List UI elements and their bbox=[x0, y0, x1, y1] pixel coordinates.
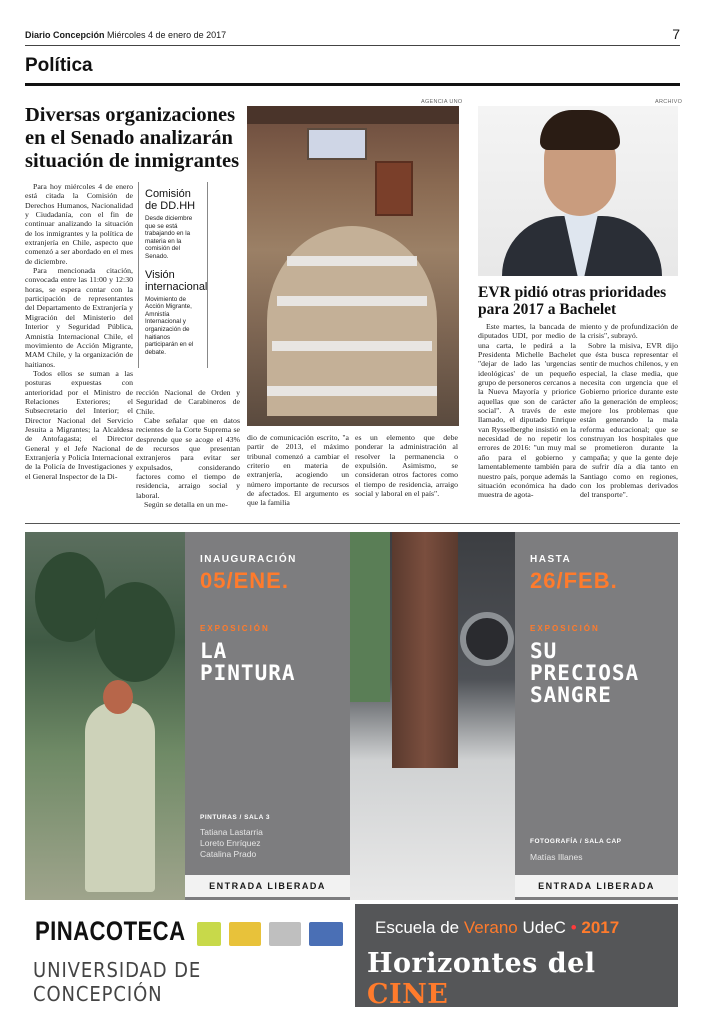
escuela-udec: UdeC bbox=[522, 918, 566, 937]
hasta-label: HASTA bbox=[530, 554, 572, 565]
exhibition-advertisement bbox=[25, 532, 678, 1007]
pinacoteca-block bbox=[25, 904, 350, 1007]
escuela-verano: Verano bbox=[463, 918, 518, 937]
header-divider bbox=[25, 45, 680, 46]
desk-row bbox=[267, 386, 437, 396]
ad-divider bbox=[25, 523, 680, 524]
main-headline: Diversas organizaciones en el Senado analizarán situación de inmigrantes bbox=[25, 104, 240, 172]
entrada-liberada-left: ENTRADA LIBERADA bbox=[185, 875, 350, 897]
sponsor-logo-icon bbox=[309, 922, 343, 946]
sidebar-text-dd-hh: Desde diciembre que se está trabajando en la materia en la comisión del Senado. bbox=[145, 215, 193, 260]
desk-row bbox=[272, 341, 432, 351]
photo-credit-agencia-uno: AGENCIA UNO bbox=[421, 99, 463, 105]
main-article-col-2 bbox=[136, 388, 240, 509]
paragraph: miento y de profundización de la crisis", subrayó. bbox=[580, 322, 678, 341]
la-pintura-title-2: PINTURA bbox=[200, 661, 296, 685]
inauguracion-date: 05/ENE. bbox=[200, 568, 289, 593]
page-header bbox=[25, 26, 680, 44]
second-article-col-2 bbox=[580, 322, 678, 500]
su-preciosa-sangre-title-3: SANGRE bbox=[530, 683, 612, 707]
section-divider bbox=[25, 83, 680, 86]
grass-area bbox=[350, 532, 390, 702]
sponsor-logo-icon bbox=[269, 922, 301, 946]
second-headline: EVR pidió otras prioridades para 2017 a Bachelet bbox=[478, 284, 667, 318]
paragraph: Para hoy miércoles 4 de enero está citada la Comisión de Derechos Humanos, Nacionalidad y Ciudadanía, con el fin de continuar analizando la situación de los inmigrantes y la política de extranjería en Chile, aspecto que comenzó a ser abordado en el mes de diciembre. bbox=[25, 182, 133, 266]
pinacoteca-name: PINACOTECA bbox=[35, 916, 186, 946]
photo-credit-archivo: ARCHIVO bbox=[655, 99, 683, 105]
escuela-dot: • bbox=[570, 918, 577, 937]
ad-footer bbox=[25, 904, 678, 1007]
ad-exhibitions-panel bbox=[25, 532, 678, 900]
tree-shape bbox=[95, 582, 175, 682]
paragraph: Todos ellos se suman a las posturas expuestas con anterioridad por el Ministro de Relaciones Exteriores; el Subsecretario del Interior; el Director Nacional del Servicio Jesuita a Migrantes; la Alcaldesa de Antofagasta; el Director General y el Jefe Nacional de Extranjería y Policía Internacional de la Policía de Investigaciones y el General Inspector de la Di- bbox=[25, 368, 133, 481]
escuela-de-verano-block bbox=[355, 904, 678, 1007]
escuela-line bbox=[375, 918, 619, 938]
artist-name: Matías Illanes bbox=[530, 852, 583, 862]
desk-row bbox=[277, 296, 427, 306]
chamber-door bbox=[375, 161, 413, 216]
fotografia-sala-label: FOTOGRAFÍA / SALA CAP bbox=[530, 838, 622, 845]
escuela-year: 2017 bbox=[581, 918, 620, 937]
escuela-prefix: Escuela de bbox=[375, 918, 460, 937]
horizontes-title bbox=[367, 948, 678, 1007]
paragraph: es un elemento que debe ponderar la administración al resolver la permanencia o expulsión. Asimismo, se consideran otros factores como el tiempo de residencia, arraigo social y laboral en el país". bbox=[355, 433, 458, 499]
paragraph: Sobre la misiva, EVR dijo que ésta busca representar el sentir de muchos chilenos, y en especial, la clase media, que necesita con urgencia que el Gobierno priorice durante este año la generación de empleos; mejore los problemas que están generando la mala reforma educacional; que se construyan los hospitales que se prometieron durante la campaña; y que la gente deje de sufrir día a día tanto en Santiago como en regiones, con los problemas derivados del transporte". bbox=[580, 340, 678, 500]
issue-date: Miércoles 4 de enero de 2017 bbox=[107, 30, 227, 40]
sidebar-title-dd-hh: Comisión de DD.HH bbox=[145, 188, 196, 212]
artist-names bbox=[530, 852, 582, 863]
sidebar-box bbox=[138, 182, 208, 368]
paragraph: Este martes, la bancada de diputados UDI, por medio de una carta, le pedirá a la Presidenta Michelle Bachelet "dejar de lado las 'urgencias ideológicas' de un pequeño grupo de personeros cercanos a la Nueva Mayoría y priorice aquellas que son de carácter social". A través de este llamado, el diputado Enrique van Rysselberghe insistió en la necesidad de no repetir los errores de 2016: "un muy mal año para el gobierno y lamentablemente también para nuestro país, porque además la situación económica ha dado muestra de agota- bbox=[478, 322, 576, 500]
hasta-date: 26/FEB. bbox=[530, 568, 618, 593]
chamber-screen bbox=[307, 128, 367, 160]
artist-names bbox=[200, 827, 263, 860]
paragraph: Para mencionada citación, convocada entre las 11:00 y 12:30 horas, se espera contar con la participación de representantes del Departamento de Extranjería y Migración del Ministerio del Interior y Seguridad Pública, Amnistía Internacional Chile, el movimiento de Acción Migrante, MAM Chile, y la organización de haitianos. bbox=[25, 266, 133, 369]
horizontes-text: Horizontes del bbox=[367, 948, 596, 979]
page-number: 7 bbox=[672, 26, 680, 42]
tree-trunk-photo bbox=[350, 532, 515, 900]
tree-trunk bbox=[392, 532, 458, 768]
paper-name: Diario Concepción bbox=[25, 30, 105, 40]
sponsor-logo-icon bbox=[197, 922, 221, 946]
painted-head bbox=[103, 680, 133, 714]
car-wheel bbox=[460, 612, 514, 666]
artist-name: Catalina Prado bbox=[200, 849, 257, 859]
sidebar-text-vision: Movimiento de Acción Migrante, Amnistía Internacional y organización de haitianos participarán en el debate. bbox=[145, 295, 194, 356]
paragraph: rección Nacional de Orden y Seguridad de Carabineros de Chile. bbox=[136, 388, 240, 416]
section-title: Política bbox=[25, 55, 93, 76]
exposicion-label: EXPOSICIÓN bbox=[530, 624, 600, 633]
university-name: UNIVERSIDAD DE CONCEPCIÓN bbox=[33, 958, 202, 1006]
painted-figure bbox=[85, 702, 155, 892]
sponsor-logos bbox=[197, 922, 347, 946]
sidebar-title-vision: Visión internacional bbox=[145, 268, 208, 293]
artist-name: Loreto Enríquez bbox=[200, 838, 261, 848]
su-preciosa-sangre-title-2: PRECIOSA bbox=[530, 661, 640, 685]
paragraph: dio de comunicación escrito, "a partir de 2013, el máximo tribunal comenzó a cambiar el criterio en materia de extranjería, acogiendo un número importante de recursos de afectados. El argumento es que la familia bbox=[247, 433, 349, 508]
entrada-liberada-right: ENTRADA LIBERADA bbox=[515, 875, 678, 897]
painting-image bbox=[25, 532, 185, 900]
paragraph: Según se detalla en un me- bbox=[144, 500, 228, 510]
artist-name: Tatiana Lastarria bbox=[200, 827, 263, 837]
exposicion-label: EXPOSICIÓN bbox=[200, 624, 270, 633]
la-pintura-title-1: LA bbox=[200, 639, 228, 663]
cine-text: CINE bbox=[367, 979, 449, 1007]
evr-portrait-photo bbox=[478, 106, 678, 276]
main-article-col-4 bbox=[355, 433, 458, 498]
main-article-col-3 bbox=[247, 433, 349, 508]
second-article-col-1 bbox=[478, 322, 576, 500]
su-preciosa-sangre-title-1: SU bbox=[530, 639, 558, 663]
sponsor-logo-icon bbox=[229, 922, 261, 946]
pinturas-sala-label: PINTURAS / SALA 3 bbox=[200, 814, 271, 821]
chamber-wall bbox=[247, 106, 459, 124]
senate-chamber-photo bbox=[247, 106, 459, 426]
main-article-col-1 bbox=[25, 182, 133, 481]
inauguracion-label: INAUGURACIÓN bbox=[200, 554, 297, 565]
portrait-hair bbox=[540, 110, 620, 150]
paragraph: Cabe señalar que en datos recientes de la Corte Suprema se desprende que se acoge el 43% de recursos que presentan extranjeros para evitar ser expulsados, considerando factores como el tiempo de residencia, arraigo social y laboral. bbox=[136, 416, 240, 500]
desk-row bbox=[287, 256, 417, 266]
